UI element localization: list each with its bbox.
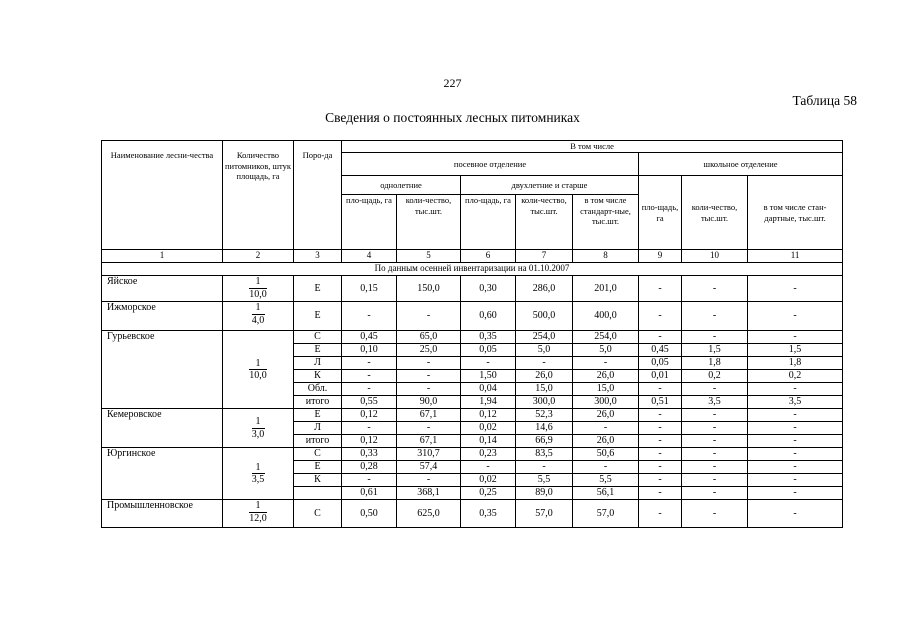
nursery-area: 4,0	[251, 314, 265, 326]
value-cell: 26,0	[573, 435, 639, 448]
value-cell: -	[682, 474, 748, 487]
count-area-fraction	[223, 500, 294, 528]
nursery-count: 1	[249, 276, 267, 289]
value-cell: 0,12	[342, 435, 397, 448]
count-area-fraction	[223, 448, 294, 500]
value-cell: 0,12	[461, 409, 516, 422]
value-cell: -	[748, 500, 843, 528]
forestry-name: Яйское	[102, 276, 223, 302]
species-cell: Л	[294, 357, 342, 370]
table-row	[102, 409, 843, 422]
header-species: Поро-да	[294, 141, 342, 250]
header-count-area: Количество питомников, штук площадь, га	[223, 141, 294, 250]
column-number: 5	[397, 250, 461, 263]
value-cell: 65,0	[397, 331, 461, 344]
value-cell: 254,0	[516, 331, 573, 344]
table-row	[102, 276, 843, 302]
value-cell: 150,0	[397, 276, 461, 302]
value-cell: -	[748, 487, 843, 500]
value-cell: -	[682, 487, 748, 500]
species-cell	[294, 487, 342, 500]
value-cell: -	[639, 487, 682, 500]
nursery-table	[101, 140, 843, 528]
nursery-area: 10,0	[249, 370, 267, 381]
value-cell: -	[682, 409, 748, 422]
column-number: 7	[516, 250, 573, 263]
value-cell: -	[682, 383, 748, 396]
value-cell: -	[573, 357, 639, 370]
value-cell: -	[516, 357, 573, 370]
column-number: 6	[461, 250, 516, 263]
value-cell: 50,6	[573, 448, 639, 461]
value-cell: 0,23	[461, 448, 516, 461]
species-cell: С	[294, 448, 342, 461]
value-cell: -	[342, 474, 397, 487]
value-cell: 0,30	[461, 276, 516, 302]
value-cell: -	[461, 357, 516, 370]
value-cell: 254,0	[573, 331, 639, 344]
value-cell: -	[342, 302, 397, 331]
value-cell: -	[639, 435, 682, 448]
value-cell: -	[461, 461, 516, 474]
table-body	[102, 276, 843, 528]
value-cell: 26,0	[573, 409, 639, 422]
header-school: школьное отделение	[639, 153, 843, 176]
value-cell: -	[682, 448, 748, 461]
value-cell: -	[748, 422, 843, 435]
value-cell: 57,4	[397, 461, 461, 474]
value-cell: -	[748, 435, 843, 448]
species-cell: Е	[294, 409, 342, 422]
table-number: Таблица 58	[792, 93, 857, 108]
nursery-count: 1	[252, 462, 265, 475]
value-cell: -	[639, 474, 682, 487]
value-cell: 0,04	[461, 383, 516, 396]
species-cell: Е	[294, 461, 342, 474]
header-biennial-qty: коли-чество, тыс.шт.	[516, 195, 573, 250]
value-cell: 1,8	[748, 357, 843, 370]
inventory-note: По данным осенней инвентаризации на 01.10.2007	[102, 263, 843, 276]
value-cell: 0,25	[461, 487, 516, 500]
value-cell: -	[639, 302, 682, 331]
value-cell: 5,5	[516, 474, 573, 487]
column-number: 8	[573, 250, 639, 263]
value-cell: -	[516, 461, 573, 474]
species-cell: Е	[294, 276, 342, 302]
value-cell: -	[682, 276, 748, 302]
nursery-count: 1	[252, 416, 265, 429]
column-numbers-row	[102, 250, 843, 263]
value-cell: -	[573, 422, 639, 435]
value-cell: 0,01	[639, 370, 682, 383]
value-cell: 52,3	[516, 409, 573, 422]
column-number: 9	[639, 250, 682, 263]
header-biennial-area: пло-щадь, га	[461, 195, 516, 250]
value-cell: 400,0	[573, 302, 639, 331]
value-cell: 0,14	[461, 435, 516, 448]
value-cell: 1,5	[682, 344, 748, 357]
value-cell: -	[639, 422, 682, 435]
header-school-qty: коли-чество, тыс.шт.	[682, 176, 748, 250]
nursery-count: 1	[252, 302, 265, 315]
value-cell: -	[682, 435, 748, 448]
value-cell: -	[682, 331, 748, 344]
value-cell: -	[639, 383, 682, 396]
count-area-fraction	[223, 409, 294, 448]
header-in-total: В том числе	[342, 141, 843, 153]
header-annual-area: пло-щадь, га	[342, 195, 397, 250]
count-area-fraction	[223, 302, 294, 331]
value-cell: 14,6	[516, 422, 573, 435]
value-cell: 57,0	[516, 500, 573, 528]
table-row	[102, 302, 843, 331]
value-cell: 0,28	[342, 461, 397, 474]
value-cell: -	[748, 448, 843, 461]
value-cell: 0,02	[461, 422, 516, 435]
value-cell: -	[639, 331, 682, 344]
column-number: 2	[223, 250, 294, 263]
species-cell: Е	[294, 302, 342, 331]
value-cell: 0,50	[342, 500, 397, 528]
value-cell: 66,9	[516, 435, 573, 448]
table-row	[102, 500, 843, 528]
header-sowing: посевное отделение	[342, 153, 639, 176]
header-annual-qty: коли-чество, тыс.шт.	[397, 195, 461, 250]
value-cell: 57,0	[573, 500, 639, 528]
value-cell: 5,0	[573, 344, 639, 357]
value-cell: -	[748, 383, 843, 396]
value-cell: -	[573, 461, 639, 474]
value-cell: -	[342, 370, 397, 383]
forestry-name: Юргинское	[102, 448, 223, 500]
species-cell: К	[294, 474, 342, 487]
value-cell: 0,33	[342, 448, 397, 461]
value-cell: 67,1	[397, 435, 461, 448]
header-biennial: двухлетние и старше	[461, 176, 639, 195]
value-cell: -	[748, 461, 843, 474]
value-cell: -	[639, 276, 682, 302]
value-cell: 201,0	[573, 276, 639, 302]
value-cell: 0,35	[461, 500, 516, 528]
value-cell: 0,51	[639, 396, 682, 409]
value-cell: 3,5	[682, 396, 748, 409]
value-cell: -	[682, 500, 748, 528]
value-cell: 0,45	[342, 331, 397, 344]
column-number: 11	[748, 250, 843, 263]
value-cell: 500,0	[516, 302, 573, 331]
forestry-name: Гурьевское	[102, 331, 223, 409]
value-cell: -	[397, 370, 461, 383]
value-cell: 0,2	[682, 370, 748, 383]
species-cell: С	[294, 500, 342, 528]
value-cell: -	[639, 500, 682, 528]
nursery-count: 1	[249, 358, 267, 371]
value-cell: -	[397, 422, 461, 435]
value-cell: 0,60	[461, 302, 516, 331]
value-cell: 368,1	[397, 487, 461, 500]
header-annual: однолетние	[342, 176, 461, 195]
value-cell: -	[639, 461, 682, 474]
nursery-area: 3,5	[251, 474, 265, 485]
value-cell: 15,0	[573, 383, 639, 396]
count-area-fraction	[223, 331, 294, 409]
nursery-count: 1	[249, 500, 267, 513]
value-cell: -	[748, 409, 843, 422]
value-cell: 15,0	[516, 383, 573, 396]
value-cell: -	[682, 422, 748, 435]
value-cell: -	[342, 383, 397, 396]
species-cell: Е	[294, 344, 342, 357]
column-number: 1	[102, 250, 223, 263]
forestry-name: Кемеровское	[102, 409, 223, 448]
nursery-area: 3,0	[251, 428, 265, 440]
value-cell: -	[639, 448, 682, 461]
value-cell: -	[682, 302, 748, 331]
forestry-name: Промышленновское	[102, 500, 223, 528]
value-cell: 0,05	[639, 357, 682, 370]
value-cell: 3,5	[748, 396, 843, 409]
species-cell: итого	[294, 435, 342, 448]
value-cell: 83,5	[516, 448, 573, 461]
value-cell: -	[397, 302, 461, 331]
value-cell: 56,1	[573, 487, 639, 500]
value-cell: 89,0	[516, 487, 573, 500]
column-number: 10	[682, 250, 748, 263]
value-cell: 0,15	[342, 276, 397, 302]
value-cell: -	[748, 331, 843, 344]
value-cell: 1,50	[461, 370, 516, 383]
value-cell: 26,0	[516, 370, 573, 383]
value-cell: 25,0	[397, 344, 461, 357]
value-cell: 0,55	[342, 396, 397, 409]
value-cell: 5,0	[516, 344, 573, 357]
value-cell: 0,10	[342, 344, 397, 357]
value-cell: -	[748, 302, 843, 331]
nursery-area: 12,0	[249, 512, 267, 524]
value-cell: 625,0	[397, 500, 461, 528]
forestry-name: Ижморское	[102, 302, 223, 331]
value-cell: -	[342, 357, 397, 370]
value-cell: -	[342, 422, 397, 435]
species-cell: Обл.	[294, 383, 342, 396]
value-cell: 1,94	[461, 396, 516, 409]
value-cell: 0,45	[639, 344, 682, 357]
value-cell: 5,5	[573, 474, 639, 487]
value-cell: 0,05	[461, 344, 516, 357]
value-cell: 1,5	[748, 344, 843, 357]
value-cell: -	[397, 383, 461, 396]
value-cell: 67,1	[397, 409, 461, 422]
table-row	[102, 448, 843, 461]
value-cell: 90,0	[397, 396, 461, 409]
value-cell: 300,0	[516, 396, 573, 409]
table-row	[102, 331, 843, 344]
header-school-std: в том числе стан-дартные, тыс.шт.	[748, 176, 843, 250]
value-cell: -	[748, 276, 843, 302]
species-cell: Л	[294, 422, 342, 435]
value-cell: 1,8	[682, 357, 748, 370]
value-cell: 0,12	[342, 409, 397, 422]
column-number: 3	[294, 250, 342, 263]
species-cell: С	[294, 331, 342, 344]
column-number: 4	[342, 250, 397, 263]
species-cell: К	[294, 370, 342, 383]
value-cell: 300,0	[573, 396, 639, 409]
table-title: Сведения о постоянных лесных питомниках	[325, 110, 580, 125]
value-cell: -	[397, 357, 461, 370]
header-forestry: Наименование лесни-чества	[102, 141, 223, 250]
value-cell: 0,2	[748, 370, 843, 383]
value-cell: -	[748, 474, 843, 487]
species-cell: итого	[294, 396, 342, 409]
value-cell: 26,0	[573, 370, 639, 383]
value-cell: 286,0	[516, 276, 573, 302]
value-cell: 310,7	[397, 448, 461, 461]
nursery-area: 10,0	[249, 288, 267, 300]
page-number: 227	[443, 76, 462, 90]
value-cell: 0,61	[342, 487, 397, 500]
header-school-area: пло-щадь, га	[639, 176, 682, 250]
header-biennial-std: в том числе стандарт-ные, тыс.шт.	[573, 195, 639, 250]
count-area-fraction	[223, 276, 294, 302]
value-cell: -	[397, 474, 461, 487]
value-cell: 0,02	[461, 474, 516, 487]
value-cell: -	[639, 409, 682, 422]
value-cell: 0,35	[461, 331, 516, 344]
value-cell: -	[682, 461, 748, 474]
